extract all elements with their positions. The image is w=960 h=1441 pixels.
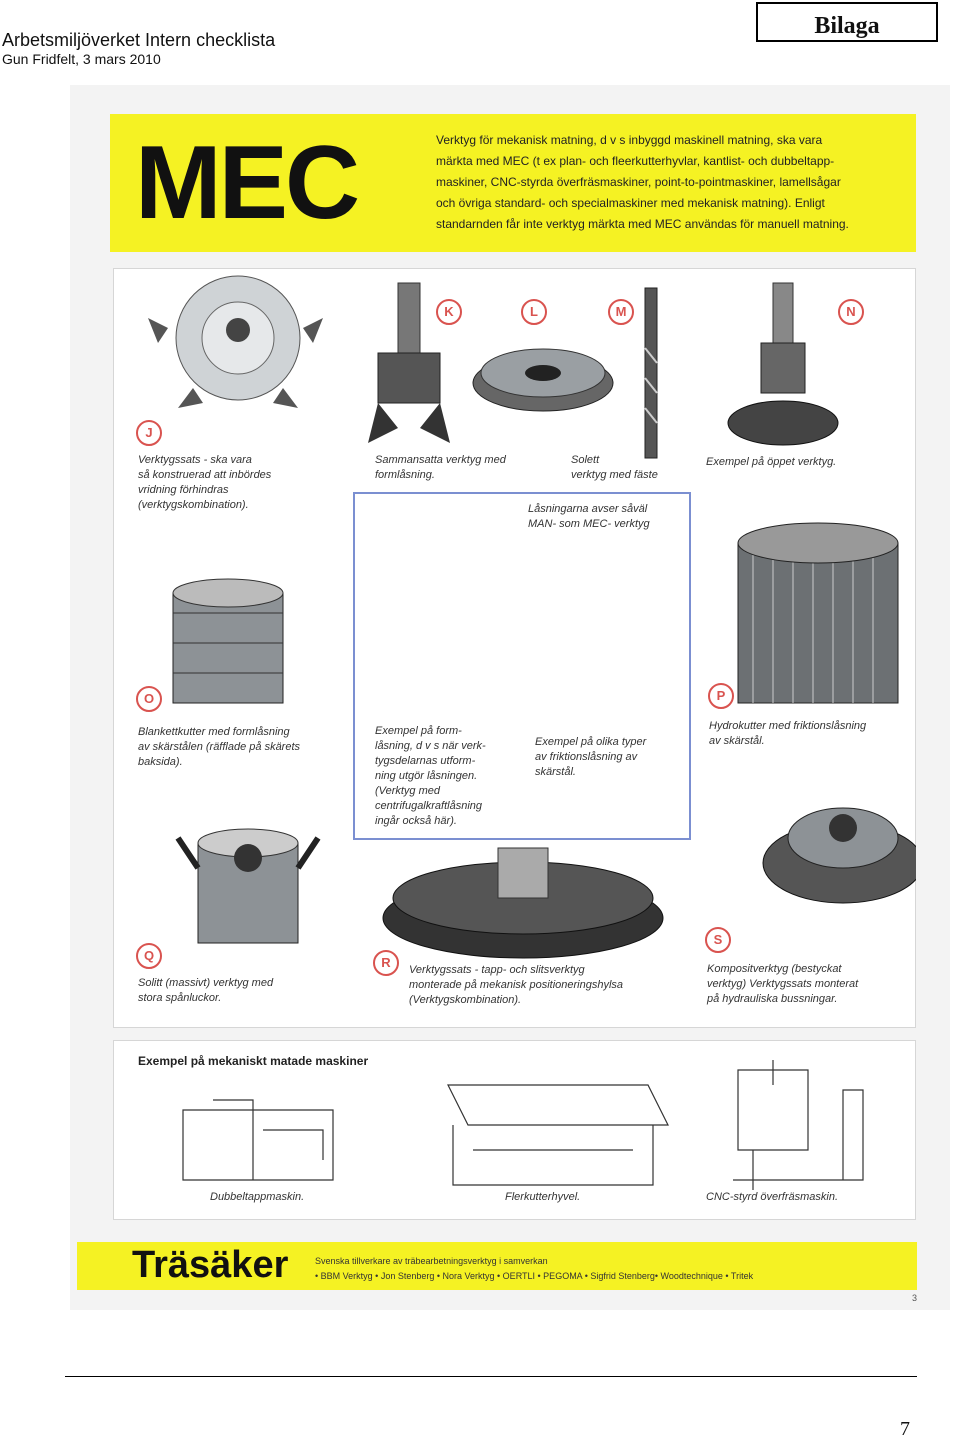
locking-note: Låsningarna avser såväl MAN- som MEC- verktyg [528, 503, 650, 530]
tool-p-icon [738, 523, 898, 703]
caption-o: Blankettkutter med formlåsning av skärstålen (räfflade på skärets baksida). [138, 726, 301, 768]
badge-o: O [136, 686, 162, 712]
page-number: 7 [900, 1418, 910, 1440]
mec-line: och övriga standard- och specialmaskiner med mekanisk matning). Enligt [436, 196, 825, 210]
trasaker-line-2: • BBM Verktyg • Jon Stenberg • Nora Verktyg • OERTLI • PEGOMA • Sigfrid Stenberg• Woodtechnique • Tritek [315, 1271, 754, 1281]
badge-s: S [705, 927, 731, 953]
trasaker-line-1: Svenska tillverkare av träbearbetningsverktyg i samverkan [315, 1256, 548, 1266]
tool-o-icon [173, 579, 283, 703]
bilaga-box: Bilaga [756, 2, 938, 42]
tool-m-icon [645, 288, 657, 458]
tool-n-icon [728, 283, 838, 445]
badge-q: Q [136, 943, 162, 969]
badge-r: R [373, 950, 399, 976]
mec-line: standarnden får inte verktyg märkta med MEC användas för manuell matning. [436, 217, 849, 231]
machine-caption-3: CNC-styrd överfräsmaskin. [706, 1191, 839, 1203]
caption-p: Hydrokutter med friktionslåsning av skärstål. [709, 720, 867, 747]
mec-line: märkta med MEC (t ex plan- och fleerkutterhyvlar, kantlist- och dubbeltapp- [436, 154, 835, 168]
tool-s-icon [763, 808, 916, 903]
badge-l: L [521, 299, 547, 325]
tool-q-icon [178, 829, 318, 943]
machines-title: Exempel på mekaniskt matade maskiner [138, 1054, 369, 1068]
mec-line: maskiner, CNC-styrda överfräsmaskiner, point-to-pointmaskiner, lamellsågar [436, 175, 841, 189]
footer-rule [65, 1376, 917, 1377]
mec-description [436, 130, 906, 235]
tool-r-icon [383, 848, 663, 958]
machine-caption-1: Dubbeltappmaskin. [210, 1191, 305, 1203]
caption-q: Solitt (massivt) verktyg med stora spånluckor. [138, 977, 274, 1004]
badge-p: P [708, 683, 734, 709]
tool-l-icon [473, 349, 613, 411]
badge-j: J [136, 420, 162, 446]
badge-n: N [838, 299, 864, 325]
form-locking-caption: Exempel på form- låsning, d v s när verk- tygsdelarnas utform- ning utgör låsningen. (Verktyg med centrifugalkraftlåsning ingår också här). [375, 725, 486, 827]
badge-k: K [436, 299, 462, 325]
caption-m: Solett verktyg med fäste [571, 454, 658, 481]
caption-r: Verktygssats - tapp- och slitsverktyg monterade på mekanisk positioneringshylsa (Verktygskombination). [409, 964, 624, 1006]
caption-k: Sammansatta verktyg med formlåsning. [375, 454, 506, 481]
trasaker-logo: Träsäker [132, 1244, 289, 1286]
machine-caption-2: Flerkutterhyvel. [505, 1191, 581, 1203]
mec-line: Verktyg för mekanisk matning, d v s inbyggd maskinell matning, ska vara [436, 133, 823, 147]
poster-page-number: 3 [912, 1293, 918, 1303]
badge-m: M [608, 299, 634, 325]
friction-locking-caption: Exempel på olika typer av friktionslåsning av skärstål. [535, 736, 647, 778]
tool-j-icon [148, 276, 323, 408]
document-title: Arbetsmiljöverket Intern checklista [2, 30, 276, 50]
caption-j: Verktygssats - ska vara så konstruerad att inbördes vridning förhindras (verktygskombination). [138, 454, 272, 511]
caption-s: Kompositverktyg (bestyckat verktyg) Verktygssats monterat på hydrauliska bussningar. [707, 963, 859, 1005]
document-author-date: Gun Fridfelt, 3 mars 2010 [2, 51, 161, 67]
mec-logo: MEC [135, 125, 358, 241]
caption-n: Exempel på öppet verktyg. [706, 456, 837, 468]
